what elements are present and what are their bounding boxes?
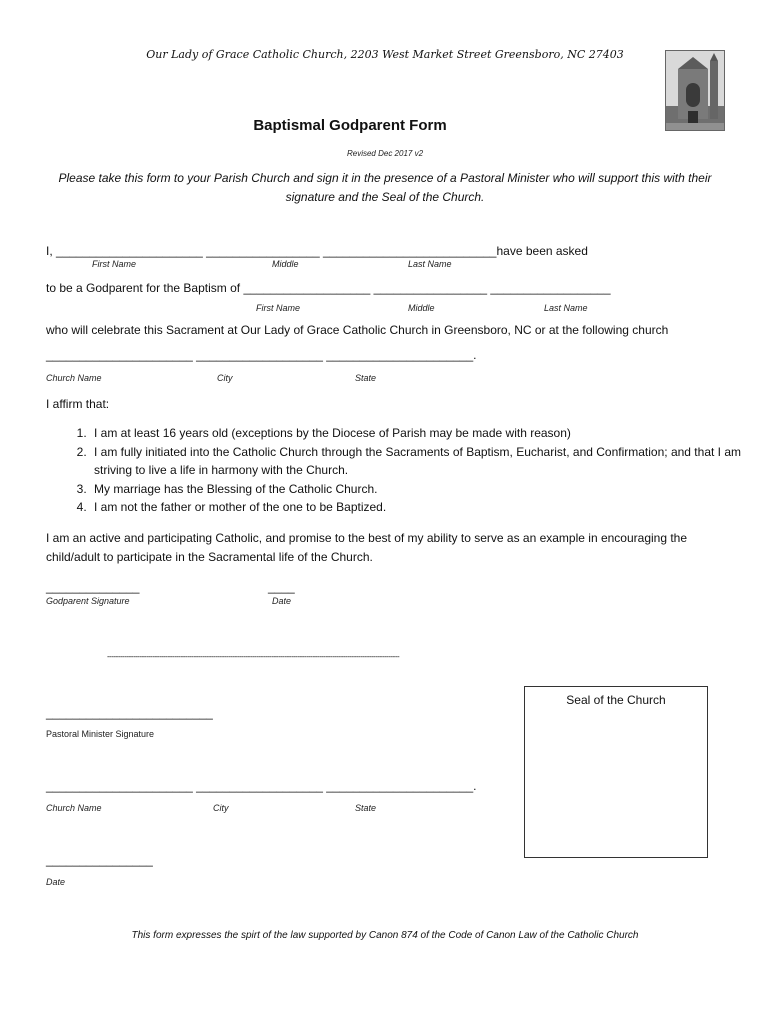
affirm-lead: I affirm that: bbox=[46, 397, 110, 411]
label-date: Date bbox=[272, 596, 292, 606]
line1-suffix: have been asked bbox=[496, 244, 588, 258]
revision-note: Revised Dec 2017 v2 bbox=[346, 149, 424, 158]
list-item: 1. I am at least 16 years old (exceptions by the Diocese of Parish may be made with reason) bbox=[90, 424, 770, 443]
cut-divider: --------------------------------------------------------------------------------------------------------------------------------------- bbox=[107, 652, 400, 661]
label-last-name-2: Last Name bbox=[544, 303, 588, 313]
candidate-name-blanks[interactable]: ___________________ _________________ __________________ bbox=[243, 281, 611, 295]
seal-box[interactable] bbox=[524, 686, 708, 858]
form-instructions: Please take this form to your Parish Church and sign it in the presence of a Pastoral Minister who will support this with their signature and the Seal of the Church. bbox=[58, 171, 712, 204]
godparent-name-line bbox=[46, 244, 588, 258]
label-minister-signature: Pastoral Minister Signature bbox=[46, 729, 155, 739]
label-middle: Middle bbox=[272, 259, 299, 269]
affirmation-list bbox=[46, 424, 770, 517]
label-church-name: Church Name bbox=[46, 373, 102, 383]
godparent-name-blanks[interactable]: ______________________ _________________ __________________________ bbox=[56, 244, 497, 258]
label-first-name-2: First Name bbox=[256, 303, 301, 313]
list-item: 3. My marriage has the Blessing of the Catholic Church. bbox=[90, 480, 770, 499]
label-state: State bbox=[355, 373, 377, 383]
promise-statement: I am an active and participating Catholic, and promise to the best of my ability to serve as an example in encouraging the child/adult to participate in the Sacramental life of the Church. bbox=[46, 531, 688, 564]
label-date-2: Date bbox=[46, 877, 66, 887]
canon-footer: This form expresses the spirt of the law supported by Canon 874 of the Code of Canon Law of the Catholic Church bbox=[131, 930, 639, 941]
label-church-name-2: Church Name bbox=[46, 803, 102, 813]
minister-date-blank[interactable]: ________________ bbox=[46, 853, 153, 867]
label-state-2: State bbox=[355, 803, 377, 813]
minister-church-blanks[interactable]: ______________________ ___________________ ______________________. bbox=[46, 779, 477, 793]
minister-signature-blank[interactable]: _________________________ bbox=[46, 706, 213, 720]
label-middle-2: Middle bbox=[408, 303, 435, 313]
label-last-name: Last Name bbox=[408, 259, 452, 269]
label-city: City bbox=[217, 373, 233, 383]
baptism-candidate-line bbox=[46, 281, 611, 295]
form-title: Baptismal Godparent Form bbox=[253, 117, 447, 134]
church-location-blanks[interactable]: ______________________ ___________________ ______________________. bbox=[46, 348, 477, 362]
godparent-signature-blank[interactable]: ______________ bbox=[46, 580, 140, 594]
label-city-2: City bbox=[213, 803, 229, 813]
church-address-header: Our Lady of Grace Catholic Church, 2203 West Market Street Greensboro, NC 27403 bbox=[146, 48, 624, 61]
celebration-text: who will celebrate this Sacrament at Our Lady of Grace Catholic Church in Greensboro, NC or at the following church bbox=[46, 323, 669, 337]
label-godparent-signature: Godparent Signature bbox=[46, 596, 130, 606]
godparent-date-blank[interactable]: ____ bbox=[268, 580, 295, 594]
list-item: 4. I am not the father or mother of the one to be Baptized. bbox=[90, 498, 770, 517]
line1-prefix: I, bbox=[46, 244, 53, 258]
label-first-name: First Name bbox=[92, 259, 137, 269]
line2-text: to be a Godparent for the Baptism of bbox=[46, 281, 241, 295]
list-item: 2. I am fully initiated into the Catholic Church through the Sacraments of Baptism, Eucharist, and Confirmation; and that I am striving to live a life in harmony with the Church. bbox=[90, 443, 770, 480]
seal-label: Seal of the Church bbox=[566, 693, 666, 707]
